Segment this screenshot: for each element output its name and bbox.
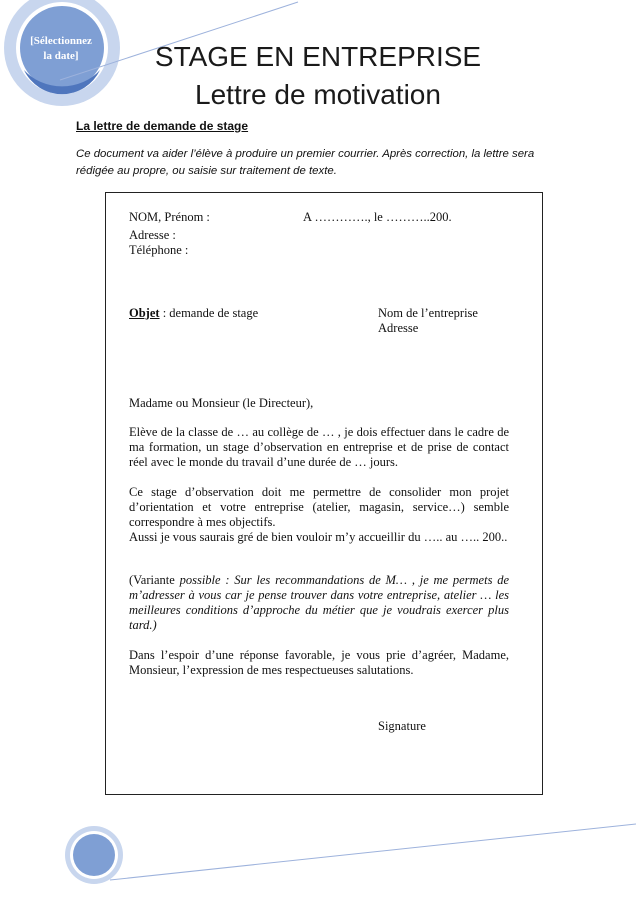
footer-line	[110, 824, 636, 880]
intro-text: Ce document va aider l’élève à produire un premier courrier. Après correction, la lettre sera rédigée au propre, ou saisie sur traitement de texte.	[76, 148, 535, 177]
date-placeholder[interactable]: [Sélectionnez la date]	[30, 35, 92, 62]
object-line	[129, 306, 258, 321]
sender-address-label: Adresse :	[129, 228, 176, 242]
signature: Signature	[378, 719, 426, 733]
place-date: A …………., le ………..200.	[303, 210, 452, 224]
title-line-2: Lettre de motivation	[195, 79, 441, 110]
object-text: : demande de stage	[159, 306, 259, 320]
recipient-address: Adresse	[378, 321, 419, 335]
variant-prefix: (Variante	[129, 573, 180, 587]
recipient-company: Nom de l’entreprise	[378, 306, 478, 320]
closing-paragraph: Dans l’espoir d’une réponse favorable, je vous prie d’agréer, Madame, Monsieur, l’expression de mes respectueuses salutations.	[129, 648, 509, 677]
paragraph-1: Elève de la classe de … au collège de … , je dois effectuer dans le cadre de ma formation, un stage d’observation en entreprise et de prise de contact réel avec le monde du travail d’une durée de … jours.	[129, 425, 509, 469]
sender-name-label: NOM, Prénom :	[129, 210, 210, 224]
paragraph-2: Ce stage d’observation doit me permettre de consolider mon projet d’orientation et votre entreprise (atelier, magasin, service…) semble correspondre à mes objectifs.	[129, 485, 509, 529]
paragraph-2b: Aussi je vous saurais gré de bien vouloir m’y accueillir du ….. au ….. 200..	[129, 530, 508, 544]
title-line-1: STAGE EN ENTREPRISE	[154, 41, 482, 72]
salutation: Madame ou Monsieur (le Directeur),	[129, 396, 314, 410]
letter-frame	[105, 192, 543, 795]
object-label: Objet	[129, 306, 160, 320]
footer-decoration	[0, 800, 636, 900]
variant-text: possible : Sur les recommandations de M… , je me permets de m’adresser à vous car je pense trouver dans votre entreprise, atelier … les meilleures conditions d’approche du métier que je voudrais exercer plus tard.)	[129, 573, 510, 632]
sender-phone-label: Téléphone :	[129, 243, 189, 257]
page-title	[0, 38, 636, 114]
footer-circle-inner	[73, 834, 115, 876]
variant-paragraph	[129, 573, 509, 633]
section-heading: La lettre de demande de stage	[76, 119, 249, 133]
